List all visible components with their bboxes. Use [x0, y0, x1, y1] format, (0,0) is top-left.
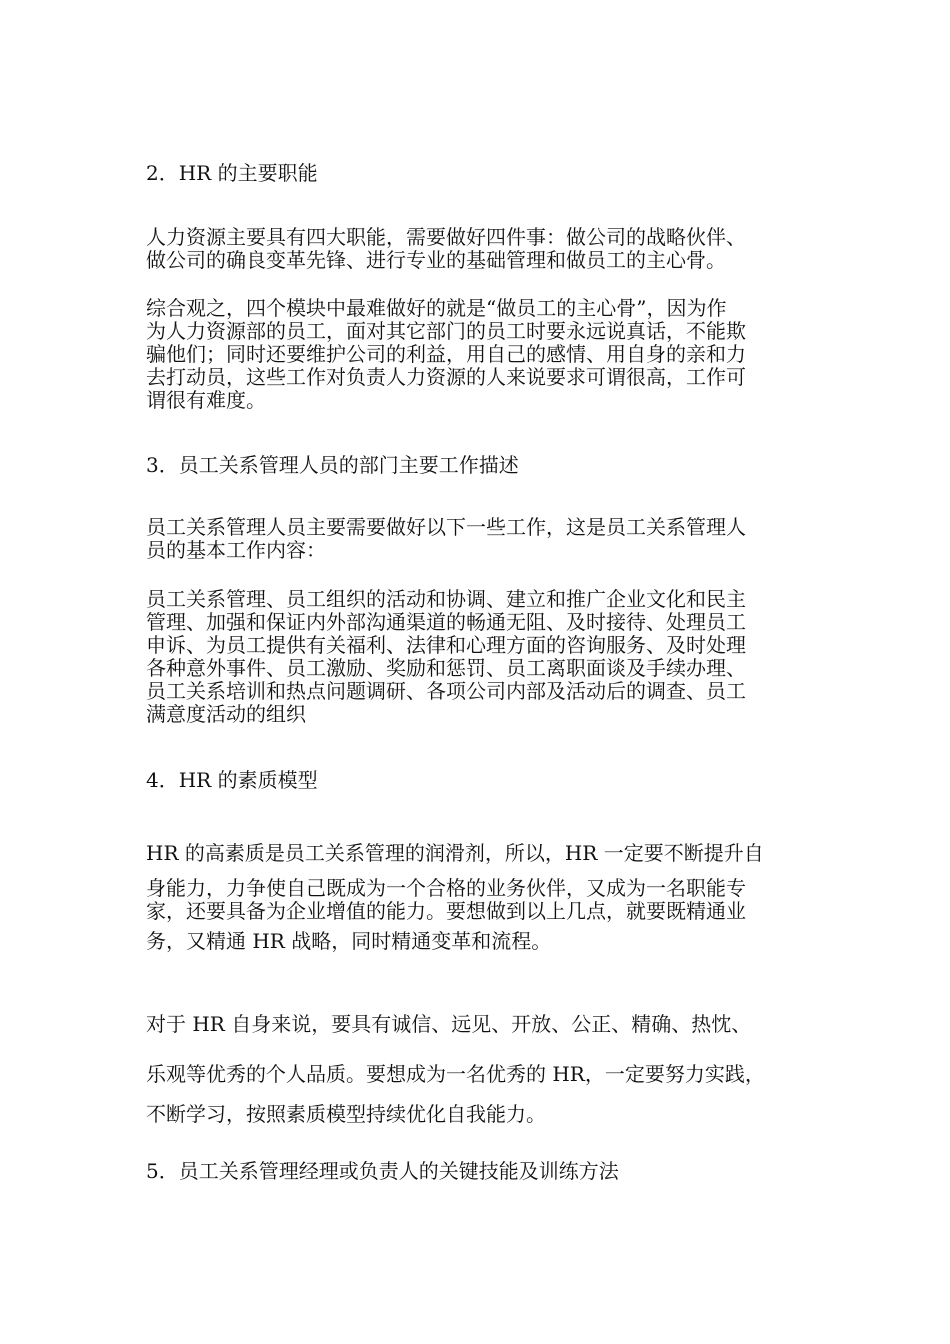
paragraph-line: 做公司的确良变革先锋、进行专业的基础管理和做员工的主心骨。 [146, 248, 726, 272]
paragraph-line: 为人力资源部的员工，面对其它部门的员工时要永远说真话，不能欺 [146, 319, 746, 343]
paragraph-line: 综合观之，四个模块中最难做好的就是“做员工的主心骨”，因为作 [146, 296, 727, 320]
section-heading-4 [146, 769, 806, 792]
paragraph-work-intro [146, 516, 806, 562]
heading-text: 3．员工关系管理人员的部门主要工作描述 [146, 453, 519, 477]
paragraph-line: 谓很有难度。 [146, 388, 266, 412]
paragraph-line: 对于 HR 自身来说，要具有诚信、远见、开放、公正、精确、热忱、 [146, 1012, 752, 1036]
paragraph-line: 员工关系管理人员主要需要做好以下一些工作，这是员工关系管理人 [146, 515, 746, 539]
paragraph-line: 家，还要具备为企业增值的能力。要想做到以上几点，就要既精通业 [146, 899, 746, 923]
paragraph-line: 员工关系培训和热点问题调研、各项公司内部及活动后的调查、员工 [146, 679, 746, 703]
paragraph-line: 乐观等优秀的个人品质。要想成为一名优秀的 HR，一定要努力实践， [146, 1062, 765, 1086]
heading-text: 4．HR 的素质模型 [146, 768, 318, 792]
paragraph-personal-quality [146, 1013, 806, 1126]
paragraph-line: 各种意外事件、员工激励、奖励和惩罚、员工离职面谈及手续办理、 [146, 656, 746, 680]
paragraph-line: HR 的高素质是员工关系管理的润滑剂，所以，HR 一定要不断提升自 [146, 841, 764, 865]
paragraph-line: 员的基本工作内容： [146, 538, 326, 562]
paragraph-summary [146, 297, 806, 412]
paragraph-line: 身能力，力争使自己既成为一个合格的业务伙伴，又成为一名职能专 [146, 876, 746, 900]
paragraph-work-list [146, 588, 806, 726]
paragraph-hr-quality [146, 842, 806, 953]
paragraph-line: 不断学习，按照素质模型持续优化自我能力。 [146, 1102, 546, 1126]
paragraph-line: 人力资源主要具有四大职能，需要做好四件事：做公司的战略伙伴、 [146, 225, 746, 249]
heading-text: 2．HR 的主要职能 [146, 161, 318, 185]
section-heading-3 [146, 454, 806, 477]
paragraph-hr-functions [146, 226, 806, 272]
heading-text: 5．员工关系管理经理或负责人的关键技能及训练方法 [146, 1159, 619, 1183]
paragraph-line: 管理、加强和保证内外部沟通渠道的畅通无阻、及时接待、处理员工 [146, 610, 746, 634]
paragraph-line: 满意度活动的组织 [146, 702, 306, 726]
section-heading-2 [146, 162, 806, 185]
paragraph-line: 去打动员，这些工作对负责人力资源的人来说要求可谓很高，工作可 [146, 365, 746, 389]
paragraph-line: 骗他们；同时还要维护公司的利益，用自己的感情、用自身的亲和力 [146, 342, 746, 366]
section-heading-5 [146, 1160, 806, 1183]
paragraph-line: 申诉、为员工提供有关福利、法律和心理方面的咨询服务、及时处理 [146, 633, 746, 657]
paragraph-line: 务，又精通 HR 战略，同时精通变革和流程。 [146, 929, 552, 953]
paragraph-line: 员工关系管理、员工组织的活动和协调、建立和推广企业文化和民主 [146, 587, 746, 611]
